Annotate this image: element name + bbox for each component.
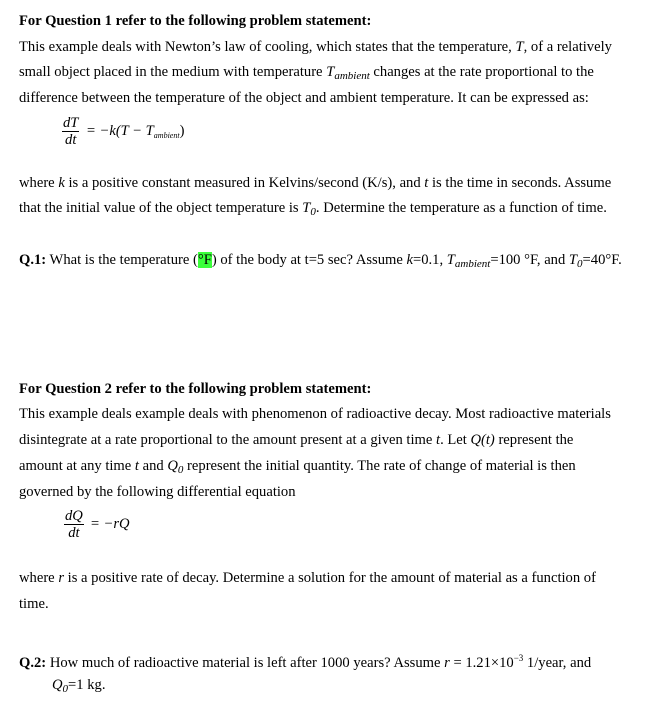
q2-question-line-2: $Q_0=1$ kg. (52, 677, 106, 695)
q2-equation-denominator: dt (68, 525, 80, 541)
q1-equation-rhs: = $-k(T - T_{ambient})$ (86, 123, 185, 140)
q2-paragraph-line-2: disintegrate at a rate proportional to the amount present at a given time t. Let Q(t) represent the (19, 432, 574, 448)
q1-paragraph-line-2: small object placed in the medium with temperature $T_{ambient}$ changes at the rate proportional to the (19, 64, 594, 82)
q1-equation-fraction (62, 115, 79, 148)
q2-question-label: Q.2: (19, 654, 47, 671)
q1-heading: For Question 1 refer to the following problem statement: (19, 13, 372, 29)
q2-paragraph2-line-2: time. (19, 596, 49, 612)
q2-equation-rhs: = −rQ (90, 516, 130, 532)
q2-paragraph-line-4: governed by the following differential equation (19, 484, 296, 500)
q2-equation-numerator: dQ (65, 508, 83, 524)
q1-equation-numerator: dT (63, 115, 79, 131)
highlighted-unit: °F (197, 252, 212, 268)
q2-paragraph-line-1: This example deals example deals with phenomenon of radioactive decay. Most radioactive materials (19, 406, 611, 422)
q1-paragraph-line-1: This example deals with Newton’s law of cooling, which states that the temperature, T, of a relatively (19, 39, 612, 55)
q1-paragraph-line-3: difference between the temperature of the object and ambient temperature. It can be expressed as: (19, 90, 589, 106)
q1-equation-denominator: dt (65, 132, 77, 148)
q1-question-label: Q.1: (19, 252, 47, 268)
q2-heading: For Question 2 refer to the following problem statement: (19, 381, 372, 397)
q1-question: Q.1: What is the temperature (°F) of the body at t=5 sec? Assume k=0.1, $T_{ambient}=100$ °F, and $T_0=40^\circ F$. (19, 252, 622, 270)
q2-equation-fraction (64, 508, 84, 541)
q2-question-line-1: Q.2: How much of radioactive material is left after 1000 years? Assume $r = 1.21\times 10^{-3}$ 1/year, and (19, 653, 592, 671)
q2-paragraph2-line-1: where r is a positive rate of decay. Determine a solution for the amount of material as a function of (19, 570, 596, 586)
q1-paragraph2-line-2: that the initial value of the object temperature is $T_0$. Determine the temperature as a function of time. (19, 200, 607, 218)
q1-paragraph2-line-1: where k is a positive constant measured in Kelvins/second (K/s), and t is the time in seconds. Assume (19, 175, 612, 191)
q2-paragraph-line-3: amount at any time t and $Q_0$ represent the initial quantity. The rate of change of material is then (19, 458, 576, 476)
